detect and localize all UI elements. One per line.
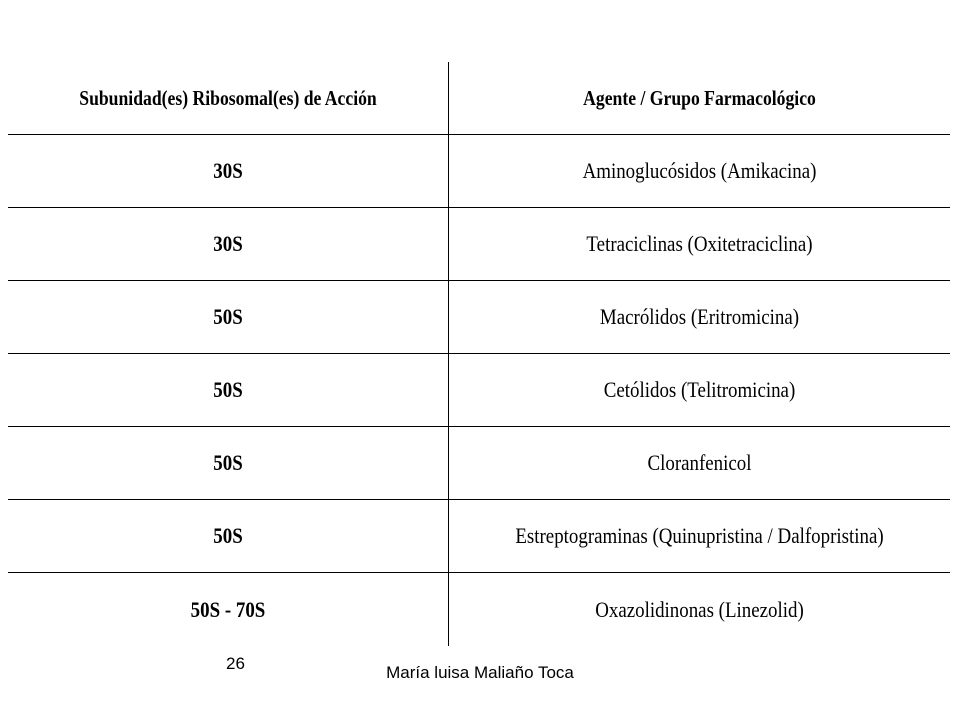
author-name: María luisa Maliaño Toca — [386, 663, 574, 682]
subunit-cell: 50S — [213, 450, 243, 475]
agent-cell: Macrólidos (Eritromicina) — [599, 304, 800, 329]
agent-cell: Cloranfenicol — [647, 450, 752, 475]
agent-cell: Estreptograminas (Quinupristina / Dalfopristina) — [515, 523, 884, 548]
agent-cell: Cetólidos (Telitromicina) — [603, 377, 796, 402]
ribosomal-subunit-table — [8, 62, 950, 646]
header-subunit: Subunidad(es) Ribosomal(es) de Acción — [79, 85, 377, 110]
page-number: 26 — [226, 654, 245, 673]
subunit-cell: 50S — [213, 304, 243, 329]
table-row — [8, 427, 950, 500]
table-row — [8, 135, 950, 208]
table-row — [8, 500, 950, 573]
agent-cell: Tetraciclinas (Oxitetraciclina) — [586, 231, 813, 256]
subunit-cell: 30S — [213, 158, 243, 183]
agent-cell: Oxazolidinonas (Linezolid) — [595, 596, 804, 622]
table-header-row — [8, 62, 950, 135]
header-agent: Agente / Grupo Farmacológico — [583, 85, 816, 110]
agent-cell: Aminoglucósidos (Amikacina) — [582, 158, 817, 183]
subunit-cell: 50S - 70S — [190, 596, 266, 622]
table-row — [8, 354, 950, 427]
table-row — [8, 208, 950, 281]
subunit-cell: 50S — [213, 523, 243, 548]
subunit-cell: 50S — [213, 377, 243, 402]
table-row — [8, 281, 950, 354]
subunit-cell: 30S — [213, 231, 243, 256]
table-row — [8, 573, 950, 646]
